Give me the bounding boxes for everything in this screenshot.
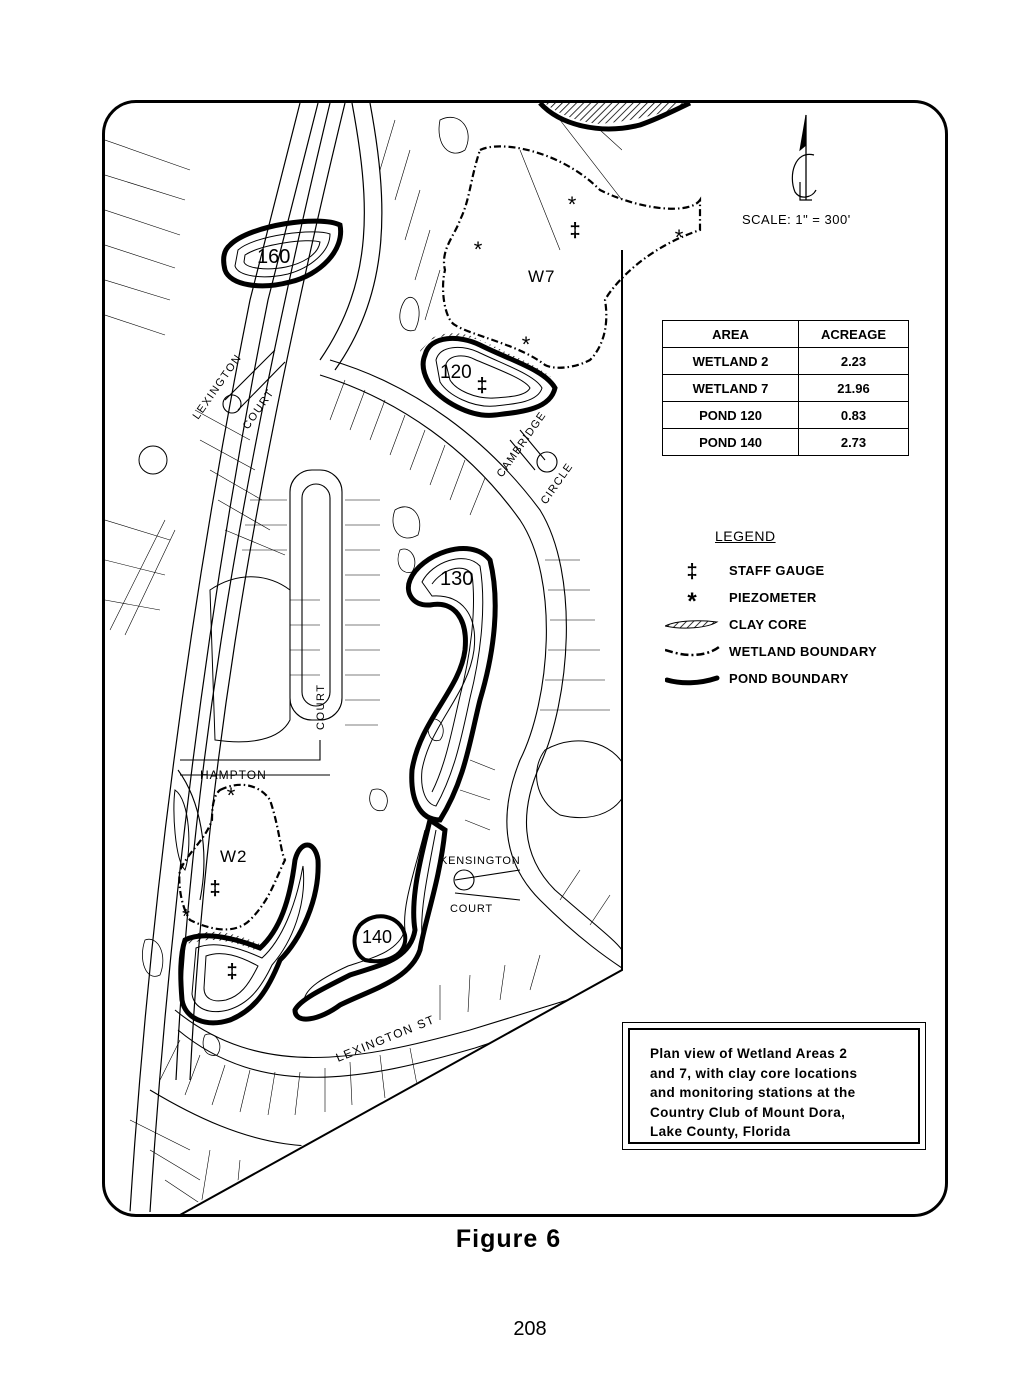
street-label-circle: CIRCLE bbox=[538, 460, 576, 507]
street-label-lexington-court: LEXINGTON bbox=[190, 351, 245, 422]
legend-label: CLAY CORE bbox=[729, 617, 807, 632]
figure-title: Figure 6 bbox=[455, 1225, 562, 1253]
pond-160-label: 160 bbox=[257, 246, 291, 268]
pond-boundary-icon bbox=[665, 668, 725, 690]
caption-line: Country Club of Mount Dora, bbox=[650, 1104, 846, 1120]
w2-label: W2 bbox=[220, 847, 248, 866]
table-header-row bbox=[663, 321, 909, 348]
table-cell-acreage: 21.96 bbox=[799, 375, 909, 402]
piezometer-icon: * bbox=[521, 332, 531, 357]
caption-line: Plan view of Wetland Areas 2 bbox=[650, 1046, 848, 1061]
table-cell-area: WETLAND 7 bbox=[663, 375, 799, 402]
page-number: 208 bbox=[513, 1318, 547, 1340]
caption-text bbox=[628, 1028, 920, 1144]
street-label-court-c: COURT bbox=[450, 903, 493, 915]
legend-item bbox=[665, 587, 925, 609]
staff-gauge-icon: ‡ bbox=[569, 220, 581, 242]
w7-label: W7 bbox=[528, 267, 556, 286]
piezometer-icon: * bbox=[182, 906, 190, 928]
legend-title: LEGEND bbox=[715, 528, 776, 544]
staff-gauge-icon: ‡ bbox=[226, 961, 238, 983]
acreage-table bbox=[662, 320, 909, 456]
street-label-hampton: HAMPTON bbox=[200, 768, 267, 782]
table-cell-area: POND 120 bbox=[663, 402, 799, 429]
pond-140-label: 140 bbox=[362, 927, 393, 947]
table-row bbox=[663, 375, 909, 402]
legend-label: POND BOUNDARY bbox=[729, 671, 849, 686]
table-cell-acreage: 0.83 bbox=[799, 402, 909, 429]
pond-120-label: 120 bbox=[440, 362, 472, 383]
table-row bbox=[663, 348, 909, 375]
street-label-court-a: COURT bbox=[240, 386, 278, 432]
svg-text:*: * bbox=[687, 588, 697, 609]
table-cell-area: WETLAND 2 bbox=[663, 348, 799, 375]
street-label-lexington-st: LEXINGTON ST bbox=[333, 1012, 438, 1065]
svg-text:‡: ‡ bbox=[686, 561, 698, 582]
table-cell-acreage: 2.23 bbox=[799, 348, 909, 375]
legend-item bbox=[665, 614, 925, 636]
legend-item bbox=[665, 668, 925, 690]
pond-130-label: 130 bbox=[440, 568, 474, 590]
caption-box bbox=[622, 1022, 926, 1150]
street-label-kensington: KENSINGTON bbox=[440, 855, 521, 867]
piezometer-icon: * bbox=[674, 225, 684, 250]
caption-line: and monitoring stations at the bbox=[650, 1085, 856, 1101]
legend-item bbox=[665, 641, 925, 663]
table-row bbox=[663, 429, 909, 456]
piezometer-icon bbox=[665, 587, 725, 609]
table-header-acreage: ACREAGE bbox=[799, 321, 909, 348]
legend-label: PIEZOMETER bbox=[729, 590, 817, 605]
table-header-area: AREA bbox=[663, 321, 799, 348]
piezometer-icon: * bbox=[473, 237, 483, 262]
table-cell-acreage: 2.73 bbox=[799, 429, 909, 456]
staff-gauge-icon: ‡ bbox=[209, 878, 221, 900]
legend-item bbox=[665, 560, 925, 582]
street-label-cambridge: CAMBRIDGE bbox=[494, 409, 549, 480]
caption-line: and 7, with clay core locations bbox=[650, 1065, 858, 1081]
piezometer-icon: * bbox=[226, 783, 236, 808]
scale-text: SCALE: 1" = 300' bbox=[742, 212, 851, 227]
table-row bbox=[663, 402, 909, 429]
wetland-boundary-icon bbox=[665, 641, 725, 663]
legend-label: WETLAND BOUNDARY bbox=[729, 644, 878, 659]
piezometer-icon: * bbox=[567, 192, 577, 217]
table-cell-area: POND 140 bbox=[663, 429, 799, 456]
legend-label: STAFF GAUGE bbox=[729, 563, 825, 578]
staff-gauge-icon: ‡ bbox=[476, 375, 488, 397]
street-label-court-b: COURT bbox=[315, 683, 327, 730]
caption-line: Lake County, Florida bbox=[650, 1124, 791, 1140]
clay-core-icon bbox=[665, 614, 725, 636]
staff-gauge-icon bbox=[665, 560, 725, 582]
